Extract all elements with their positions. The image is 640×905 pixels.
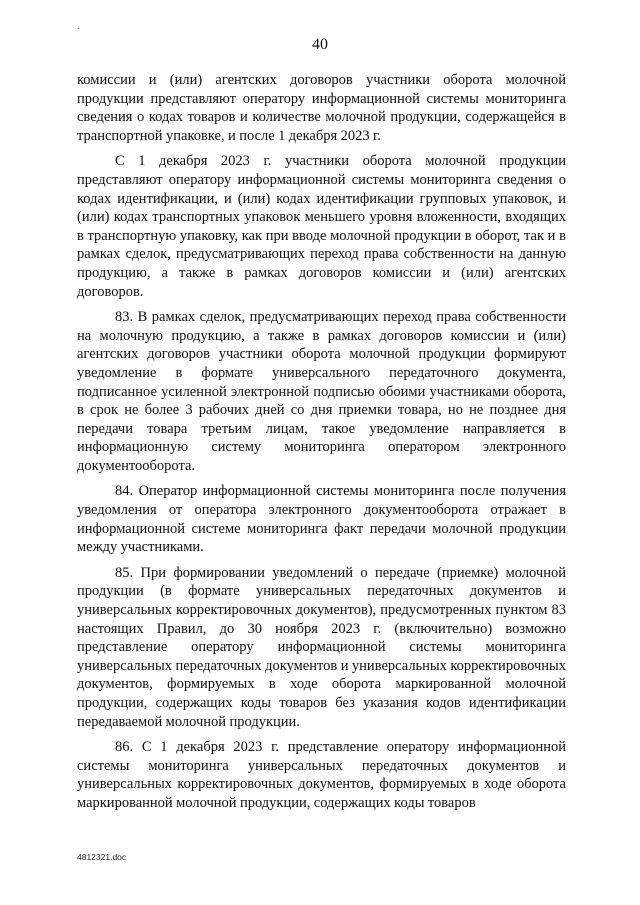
paragraph-86: 86. С 1 декабря 2023 г. представление оператору информационной системы мониторинга универсальных передаточных документов и универсальных корректировочных документов, формируемых в ходе оборота маркированной молочной продукции, содержащих коды товаров — [77, 739, 566, 811]
paragraph-continuation: комиссии и (или) агентских договоров участники оборота молочной продукции представляют оператору информационной системы мониторинга сведения о кодах товаров и количестве молочной продукции, содержащейся в транспортной упаковке, и после 1 декабря 2023 г. — [77, 72, 566, 144]
document-body — [77, 71, 566, 813]
footer-file-code: 4812321.doc — [77, 852, 127, 862]
paragraph-85: 85. При формировании уведомлений о передаче (приемке) молочной продукции (в формате универсальных передаточных документов и универсальных корректировочных документов), предусмотренных пунктом 83 настоящих Правил, до 30 ноября 2023 г. (включительно) возможно представление оператору информационной системы мониторинга универсальных передаточных документов и универсальных корректировочных документов, формируемых в ходе оборота маркированной молочной продукции, содержащих коды товаров без указания кодов идентификации передаваемой молочной продукции. — [77, 564, 566, 730]
page-number: 40 — [312, 36, 328, 53]
top-mark: . — [77, 18, 80, 32]
paragraph-84: 84. Оператор информационной системы мониторинга после получения уведомления от оператора электронного документооборота отражает в информационной системе мониторинга факт передачи молочной продукции между участниками. — [77, 483, 566, 556]
paragraph-december-2023: С 1 декабря 2023 г. участники оборота молочной продукции представляют оператору информационной системы мониторинга сведения о кодах идентификации, и (или) кодах идентификации групповых упаковок, и (или) кодах транспортных упаковок меньшего уровня вложенности, входящих в транспортную упаковку, как при вводе молочной продукции в оборот, так и в рамках сделок, предусматривающих переход права собственности на данную продукцию, а также в рамках договоров комиссии и (или) агентских договоров. — [77, 153, 566, 300]
paragraph-83: 83. В рамках сделок, предусматривающих переход права собственности на молочную продукцию, а также в рамках договоров комиссии и (или) агентских договоров участники оборота молочной продукции формируют уведомление в формате универсального передаточного документа, подписанное усиленной электронной подписью обоими участниками оборота, в срок не более 3 рабочих дней со дня приемки товара, но не позднее дня передачи товара третьим лицам, такое уведомление направляется в информационную систему мониторинга оператором электронного документооборота. — [77, 309, 566, 474]
